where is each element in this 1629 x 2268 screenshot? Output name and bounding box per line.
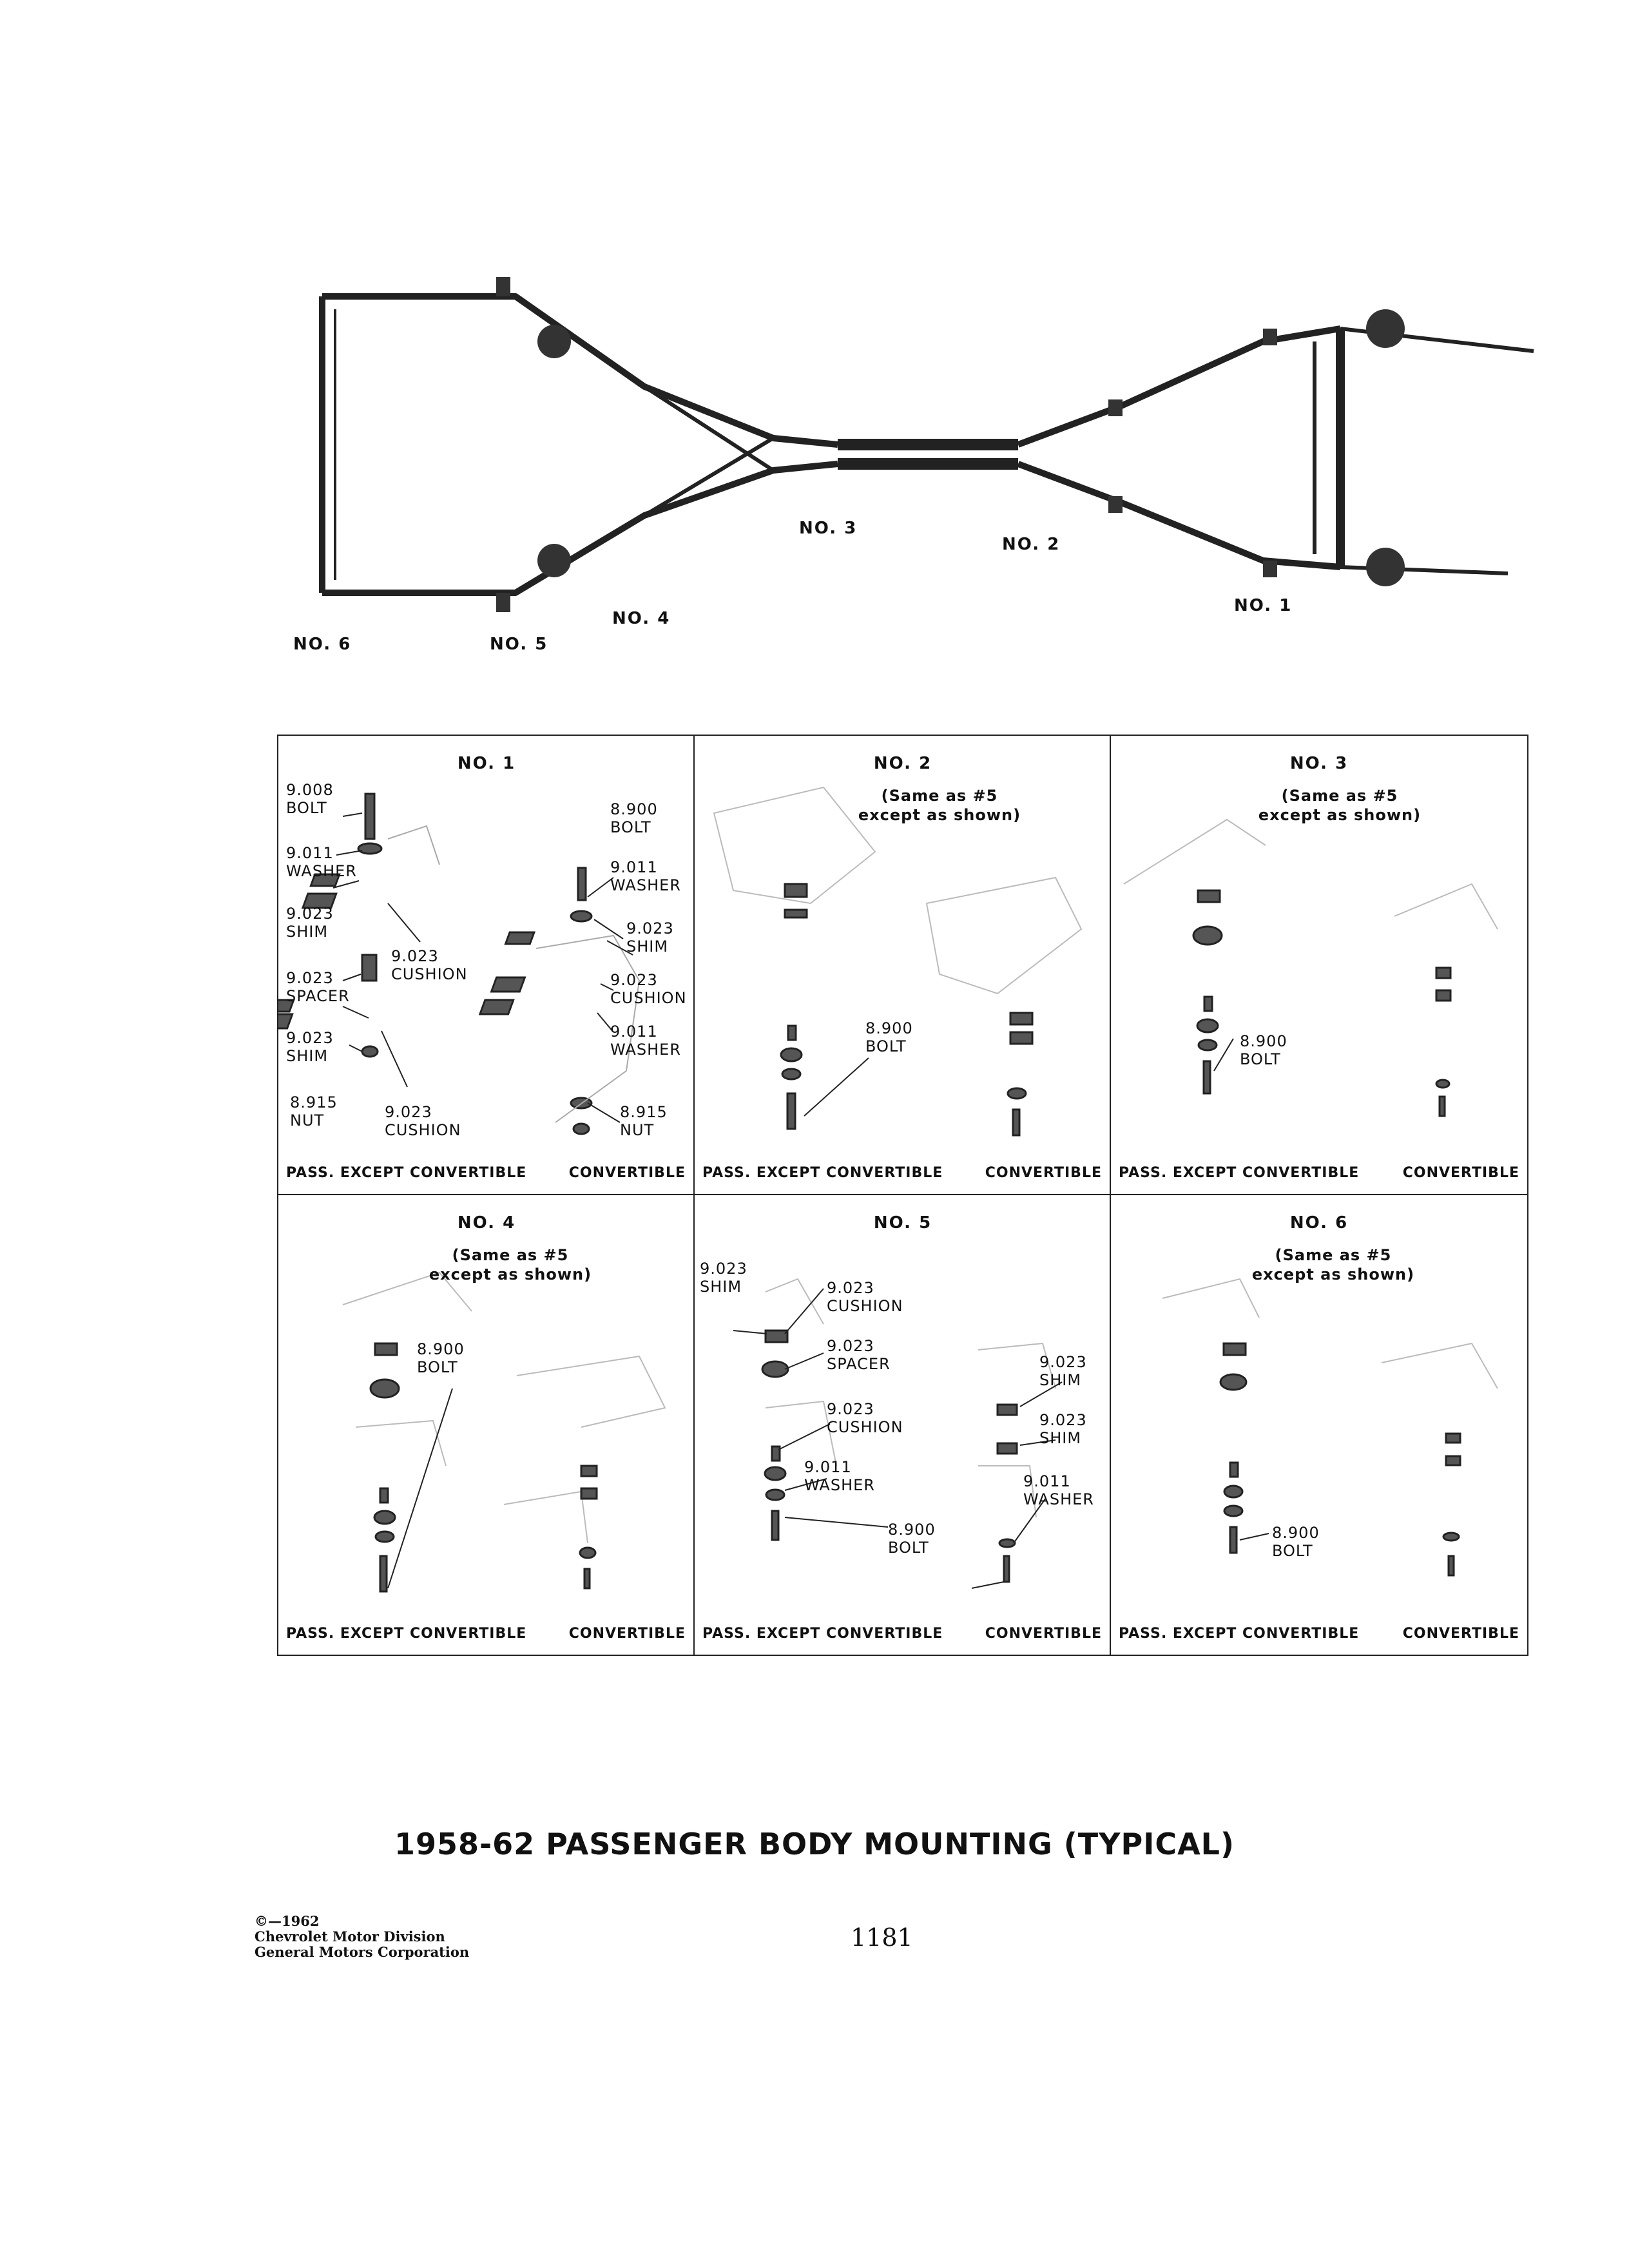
panel-no2 <box>695 736 1111 1195</box>
callout-label: 9.011 WASHER <box>610 1023 681 1059</box>
page-title: 1958-62 PASSENGER BODY MOUNTING (TYPICAL) <box>394 1827 1235 1861</box>
callout-label: 8.900 BOLT <box>610 800 658 836</box>
frame-rail-top-rear <box>322 296 838 445</box>
copyright-notice <box>255 1914 469 1960</box>
callout-label: 9.023 SHIM <box>286 905 334 941</box>
callout-label: 9.023 SPACER <box>286 969 350 1005</box>
callout-label: 9.011 WASHER <box>1023 1472 1094 1508</box>
callout-label: 8.900 BOLT <box>1240 1032 1287 1068</box>
copyright-line: General Motors Corporation <box>255 1944 470 1960</box>
panel-no4-foot-right: CONVERTIBLE <box>568 1626 686 1642</box>
callout-label: 9.023 SHIM <box>286 1029 334 1065</box>
frame-rail-bottom-rear <box>322 464 838 593</box>
panel-no3-title: NO. 3 <box>1289 754 1349 773</box>
copyright-line: Chevrolet Motor Division <box>255 1928 445 1945</box>
panel-no5 <box>695 1195 1111 1655</box>
callout-label: 8.915 NUT <box>290 1093 338 1129</box>
panel-no3 <box>1111 736 1527 1195</box>
panel-no2-foot-left: PASS. EXCEPT CONVERTIBLE <box>702 1165 943 1181</box>
panel-no4-subtitle: (Same as #5 except as shown) <box>429 1246 592 1283</box>
panel-no6-foot-right: CONVERTIBLE <box>1402 1626 1519 1642</box>
panel-no1-foot-left: PASS. EXCEPT CONVERTIBLE <box>286 1165 527 1181</box>
panel-no4 <box>278 1195 695 1655</box>
callout-label: 9.023 SHIM <box>626 919 674 956</box>
callout-label: 9.023 CUSHION <box>827 1400 903 1436</box>
page-number: 1181 <box>851 1923 913 1952</box>
panel-no4-title: NO. 4 <box>457 1213 516 1233</box>
copyright-line: ©—1962 <box>255 1913 320 1929</box>
panel-no2-title: NO. 2 <box>873 754 932 773</box>
callout-label: 9.023 CUSHION <box>385 1103 461 1139</box>
callout-label: 8.900 BOLT <box>1272 1524 1320 1560</box>
frame-label-no2: NO. 2 <box>1002 535 1061 554</box>
panel-no1-foot-right: CONVERTIBLE <box>568 1165 686 1181</box>
callout-label: 9.011 WASHER <box>610 858 681 894</box>
frame-label-no5: NO. 5 <box>490 635 548 654</box>
frame-label-no3: NO. 3 <box>799 519 858 538</box>
panel-no2-subtitle: (Same as #5 except as shown) <box>858 787 1021 824</box>
callout-label: 9.023 SHIM <box>700 1260 747 1296</box>
mounting-detail-grid <box>277 735 1528 1656</box>
frame-label-no6: NO. 6 <box>293 635 352 654</box>
frame-rail-bottom-front <box>1018 464 1340 567</box>
callout-label: 8.900 BOLT <box>865 1019 913 1055</box>
panel-no3-subtitle: (Same as #5 except as shown) <box>1258 787 1422 824</box>
callout-label: 9.023 CUSHION <box>391 947 468 983</box>
panel-no6-subtitle: (Same as #5 except as shown) <box>1251 1246 1415 1283</box>
panel-no5-foot-left: PASS. EXCEPT CONVERTIBLE <box>702 1626 943 1642</box>
callout-label: 9.023 CUSHION <box>610 971 687 1007</box>
panel-no1 <box>278 736 695 1195</box>
frame-rail-top-front <box>1018 329 1340 445</box>
frame-label-no4: NO. 4 <box>612 609 671 628</box>
panel-no3-foot-left: PASS. EXCEPT CONVERTIBLE <box>1119 1165 1360 1181</box>
callout-label: 9.008 BOLT <box>286 781 334 817</box>
callout-label: 9.023 SHIM <box>1039 1353 1087 1389</box>
panel-no6-foot-left: PASS. EXCEPT CONVERTIBLE <box>1119 1626 1360 1642</box>
panel-no5-foot-right: CONVERTIBLE <box>985 1626 1102 1642</box>
callout-label: 9.011 WASHER <box>286 844 357 880</box>
callout-label: 9.011 WASHER <box>804 1458 875 1494</box>
callout-label: 8.900 BOLT <box>888 1521 936 1557</box>
callout-label: 9.023 CUSHION <box>827 1279 903 1315</box>
panel-no6-title: NO. 6 <box>1289 1213 1349 1233</box>
callout-label: 8.915 NUT <box>620 1103 668 1139</box>
panel-no3-foot-right: CONVERTIBLE <box>1402 1165 1519 1181</box>
callout-label: 8.900 BOLT <box>417 1340 465 1376</box>
callout-label: 9.023 SPACER <box>827 1337 891 1373</box>
chassis-frame-drawing <box>284 258 1547 657</box>
panel-no4-foot-left: PASS. EXCEPT CONVERTIBLE <box>286 1626 527 1642</box>
panel-no5-title: NO. 5 <box>873 1213 932 1233</box>
frame-label-no1: NO. 1 <box>1234 596 1293 615</box>
callout-label: 9.023 SHIM <box>1039 1411 1087 1447</box>
panel-no6 <box>1111 1195 1527 1655</box>
panel-no1-title: NO. 1 <box>457 754 516 773</box>
panel-no2-foot-right: CONVERTIBLE <box>985 1165 1102 1181</box>
